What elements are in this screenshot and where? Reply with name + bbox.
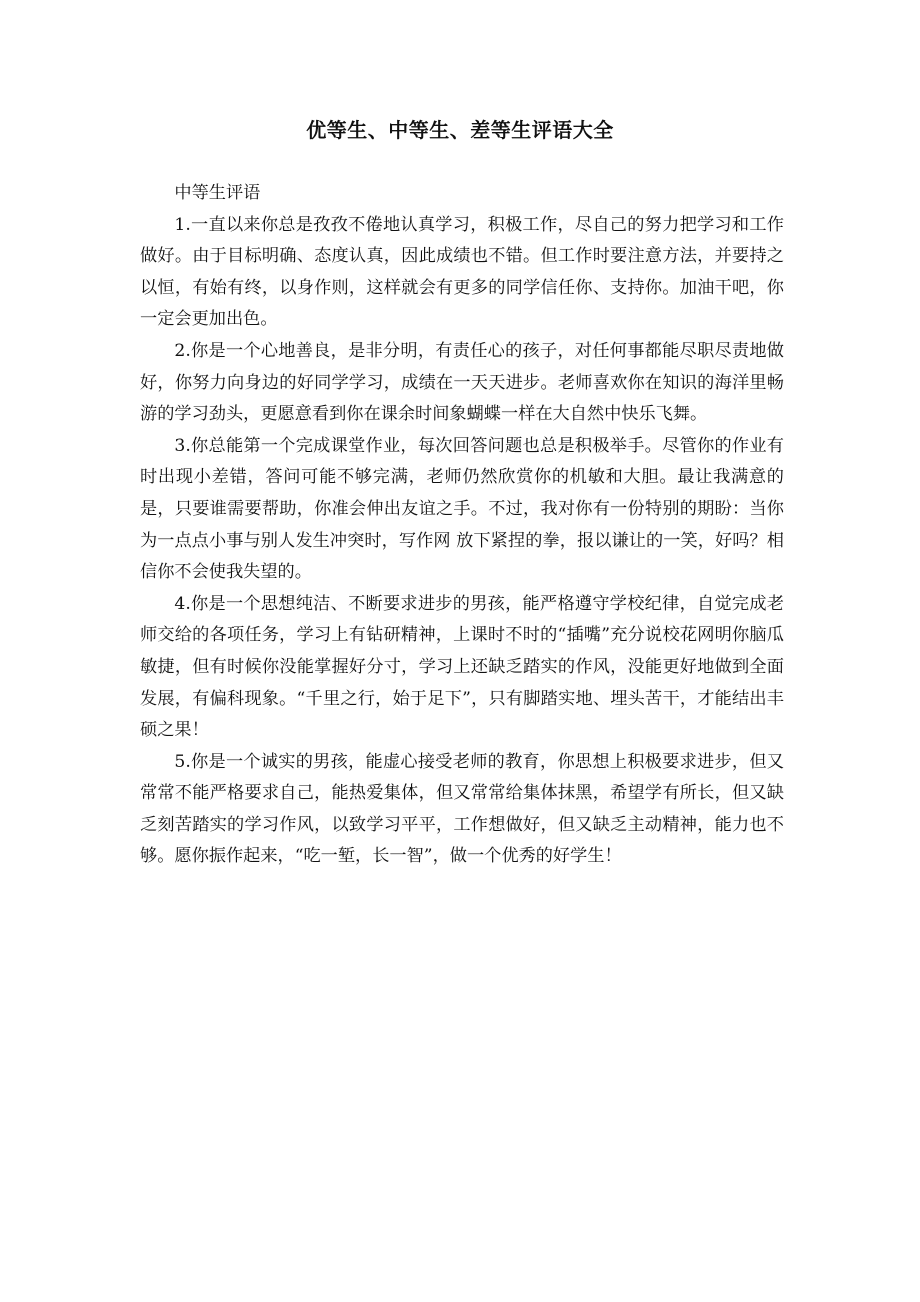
comment-paragraph-5: 5.你是一个诚实的男孩，能虚心接受老师的教育，你思想上积极要求进步，但又常常不能严格要求自己，能热爱集体，但又常常给集体抹黑，希望学有所长，但又缺乏刻苦踏实的学习作风，以致学习平平，工作想做好，但又缺乏主动精神，能力也不够。愿你振作起来，“吃一堑，长一智”，做一个优秀的好学生！ xyxy=(140,751,784,867)
comment-paragraph-2: 2.你是一个心地善良，是非分明，有责任心的孩子，对任何事都能尽职尽责地做好，你努力向身边的好同学学习，成绩在一天天进步。老师喜欢你在知识的海洋里畅游的学习劲头，更愿意看到你在课余时间象蝴蝶一样在大自然中快乐飞舞。 xyxy=(140,340,784,425)
page-title: 优等生、中等生、差等生评语大全 xyxy=(306,118,614,142)
comment-paragraph-1: 1.一直以来你总是孜孜不倦地认真学习，积极工作，尽自己的努力把学习和工作做好。由于目标明确、态度认真，因此成绩也不错。但工作时要注意方法，并要持之以恒，有始有终，以身作则，这样就会有更多的同学信任你、支持你。加油干吧，你一定会更加出色。 xyxy=(140,214,784,330)
comment-paragraph-4: 4.你是一个思想纯洁、不断要求进步的男孩，能严格遵守学校纪律，自觉完成老师交给的各项任务，学习上有钻研精神，上课时不时的“插嘴”充分说校花网明你脑瓜敏捷，但有时候你没能掌握好分寸，学习上还缺乏踏实的作风，没能更好地做到全面发展，有偏科现象。“千里之行，始于足下”，只有脚踏实地、埋头苦干，才能结出丰硕之果！ xyxy=(140,593,784,741)
document-body xyxy=(140,178,784,873)
comment-paragraph-3: 3.你总能第一个完成课堂作业，每次回答问题也总是积极举手。尽管你的作业有时出现小差错，答问可能不够完满，老师仍然欣赏你的机敏和大胆。最让我满意的是，只要谁需要帮助，你准会伸出友谊之手。不过，我对你有一份特别的期盼：当你为一点点小事与别人发生冲突时，写作网 放下紧捏的拳，报以谦让的一笑，好吗？相信你不会使我失望的。 xyxy=(140,435,784,583)
section-heading: 中等生评语 xyxy=(174,183,261,203)
